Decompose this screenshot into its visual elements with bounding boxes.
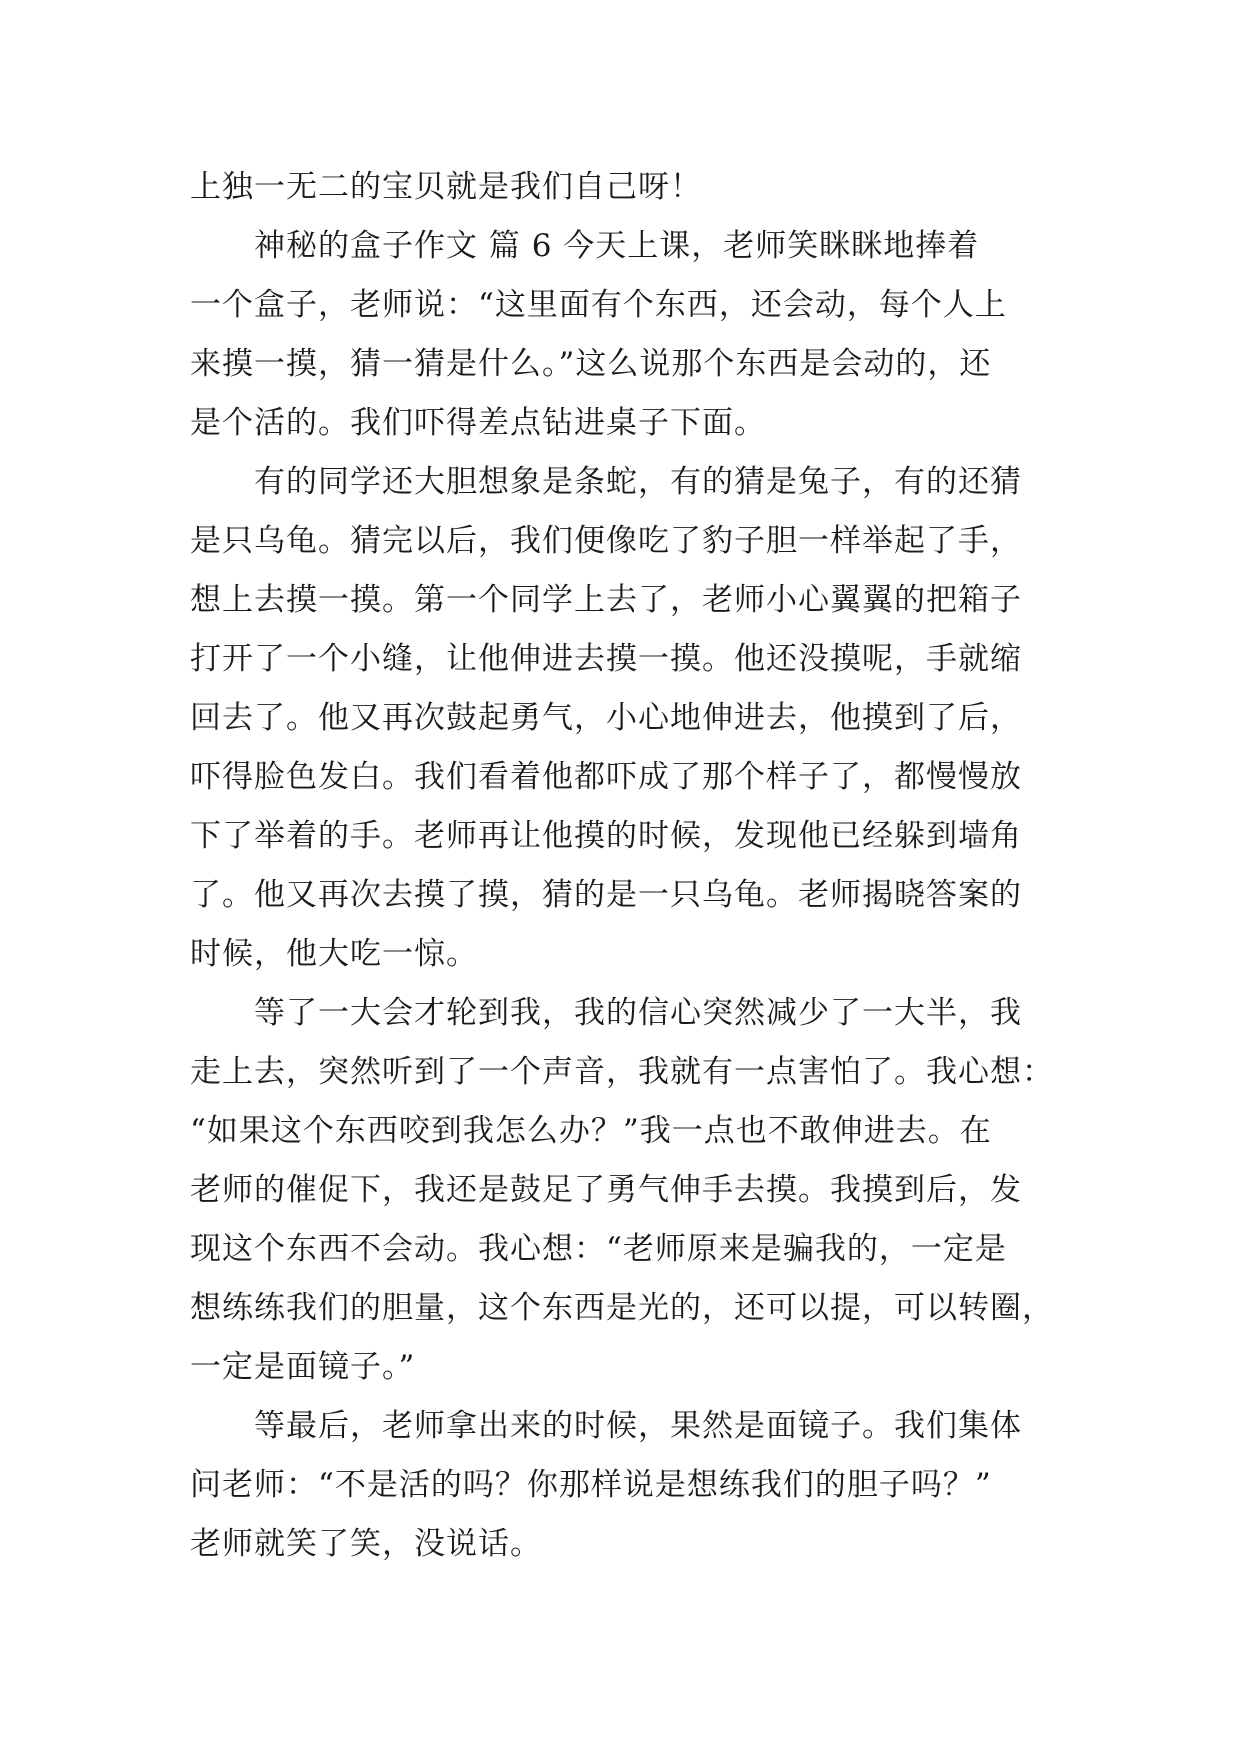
text-line-12: 下了举着的手。老师再让他摸的时候，发现他已经躲到墙角 xyxy=(190,818,1022,854)
text-line-22: 等最后，老师拿出来的时候，果然是面镜子。我们集体 xyxy=(254,1408,1022,1444)
text-line-8: 想上去摸一摸。第一个同学上去了，老师小心翼翼的把箱子 xyxy=(190,582,1022,618)
text-line-3: 一个盒子，老师说：“这里面有个东西，还会动，每个人上 xyxy=(190,287,1007,323)
text-line-20: 想练练我们的胆量，这个东西是光的，还可以提，可以转圈， xyxy=(190,1290,1054,1326)
text-line-2-heading: 神秘的盒子作文 篇 6 今天上课，老师笑眯眯地捧着 xyxy=(254,228,980,264)
text-line-10: 回去了。他又再次鼓起勇气，小心地伸进去，他摸到了后， xyxy=(190,700,1022,736)
text-line-15: 等了一大会才轮到我，我的信心突然减少了一大半，我 xyxy=(254,995,1022,1031)
text-line-1: 上独一无二的宝贝就是我们自己呀！ xyxy=(190,169,702,205)
text-line-23: 问老师：“不是活的吗？你那样说是想练我们的胆子吗？” xyxy=(190,1467,992,1503)
text-line-18: 老师的催促下，我还是鼓足了勇气伸手去摸。我摸到后，发 xyxy=(190,1172,1022,1208)
text-line-17: “如果这个东西咬到我怎么办？”我一点也不敢伸进去。在 xyxy=(190,1113,992,1149)
text-line-19: 现这个东西不会动。我心想：“老师原来是骗我的，一定是 xyxy=(190,1231,1007,1267)
text-line-21: 一定是面镜子。” xyxy=(190,1349,416,1385)
text-line-16: 走上去，突然听到了一个声音，我就有一点害怕了。我心想： xyxy=(190,1054,1054,1090)
text-line-11: 吓得脸色发白。我们看着他都吓成了那个样子了，都慢慢放 xyxy=(190,759,1022,795)
text-line-5: 是个活的。我们吓得差点钻进桌子下面。 xyxy=(190,405,766,441)
text-line-4: 来摸一摸，猜一猜是什么。”这么说那个东西是会动的，还 xyxy=(190,346,992,382)
text-line-6: 有的同学还大胆想象是条蛇，有的猜是兔子，有的还猜 xyxy=(254,464,1022,500)
text-line-24: 老师就笑了笑，没说话。 xyxy=(190,1526,542,1562)
text-line-13: 了。他又再次去摸了摸，猜的是一只乌龟。老师揭晓答案的 xyxy=(190,877,1022,913)
text-line-14: 时候，他大吃一惊。 xyxy=(190,936,478,972)
text-line-7: 是只乌龟。猜完以后，我们便像吃了豹子胆一样举起了手， xyxy=(190,523,1022,559)
text-line-9: 打开了一个小缝，让他伸进去摸一摸。他还没摸呢，手就缩 xyxy=(190,641,1022,677)
